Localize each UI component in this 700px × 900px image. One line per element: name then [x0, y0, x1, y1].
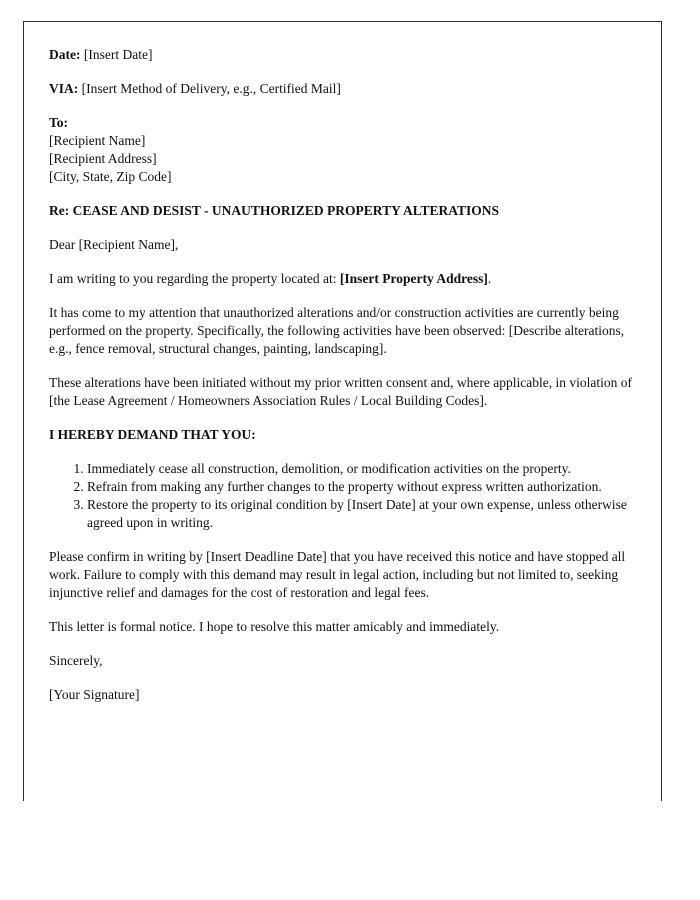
recipient-city-state-zip-line: [City, State, Zip Code] — [49, 169, 172, 184]
subject-line — [49, 202, 636, 220]
intro-prefix: I am writing to you regarding the property located at: — [49, 271, 340, 286]
salutation: Dear [Recipient Name], — [49, 237, 179, 252]
date-label: Date: — [49, 47, 81, 62]
demand-list — [49, 460, 636, 532]
closing-paragraph: This letter is formal notice. I hope to resolve this matter amicably and immediately. — [49, 619, 500, 634]
demand-heading-text: I HEREBY DEMAND THAT YOU: — [49, 427, 256, 442]
subject-text: Re: CEASE AND DESIST - UNAUTHORIZED PROPERTY ALTERATIONS — [49, 203, 499, 218]
intro-paragraph — [49, 270, 636, 288]
demand-heading — [49, 426, 636, 444]
attention-paragraph: It has come to my attention that unauthorized alterations and/or construction activities are currently being performed on the property. Specifically, the following activities have been observed: [Describe alterations, e.g., fence removal, structural changes, painting, landscaping]. — [49, 305, 625, 356]
via-value: [Insert Method of Delivery, e.g., Certified Mail] — [81, 81, 341, 96]
demand-item-1: 1. Immediately cease all construction, demolition, or modification activities on the property. — [87, 460, 636, 478]
to-label-line — [49, 114, 636, 132]
sign-off: Sincerely, — [49, 653, 103, 668]
recipient-name-line: [Recipient Name] — [49, 133, 146, 148]
intro-suffix: . — [487, 271, 492, 286]
date-value: [Insert Date] — [83, 47, 153, 62]
violation-paragraph: These alterations have been initiated without my prior written consent and, where applicable, in violation of [the Lease Agreement / Homeowners Association Rules / Local Building Codes]. — [49, 375, 632, 408]
demand-item-2: 2. Refrain from making any further changes to the property without express written authorization. — [87, 478, 636, 496]
via-label: VIA: — [49, 81, 79, 96]
to-block — [49, 114, 636, 186]
via-line — [49, 80, 636, 98]
date-line — [49, 46, 636, 64]
signature-placeholder: [Your Signature] — [49, 687, 140, 702]
to-label: To: — [49, 115, 69, 130]
demand-item-3: 3. Restore the property to its original condition by [Insert Date] at your own expense, unless otherwise agreed upon in writing. — [87, 496, 636, 532]
property-address-placeholder: [Insert Property Address] — [339, 271, 488, 286]
confirm-paragraph: Please confirm in writing by [Insert Deadline Date] that you have received this notice and have stopped all work. Failure to comply with this demand may result in legal action, including but not limited to, seeking injunctive relief and damages for the cost of restoration and legal fees. — [49, 549, 626, 600]
recipient-address-line: [Recipient Address] — [49, 151, 157, 166]
letter-page — [23, 21, 662, 801]
